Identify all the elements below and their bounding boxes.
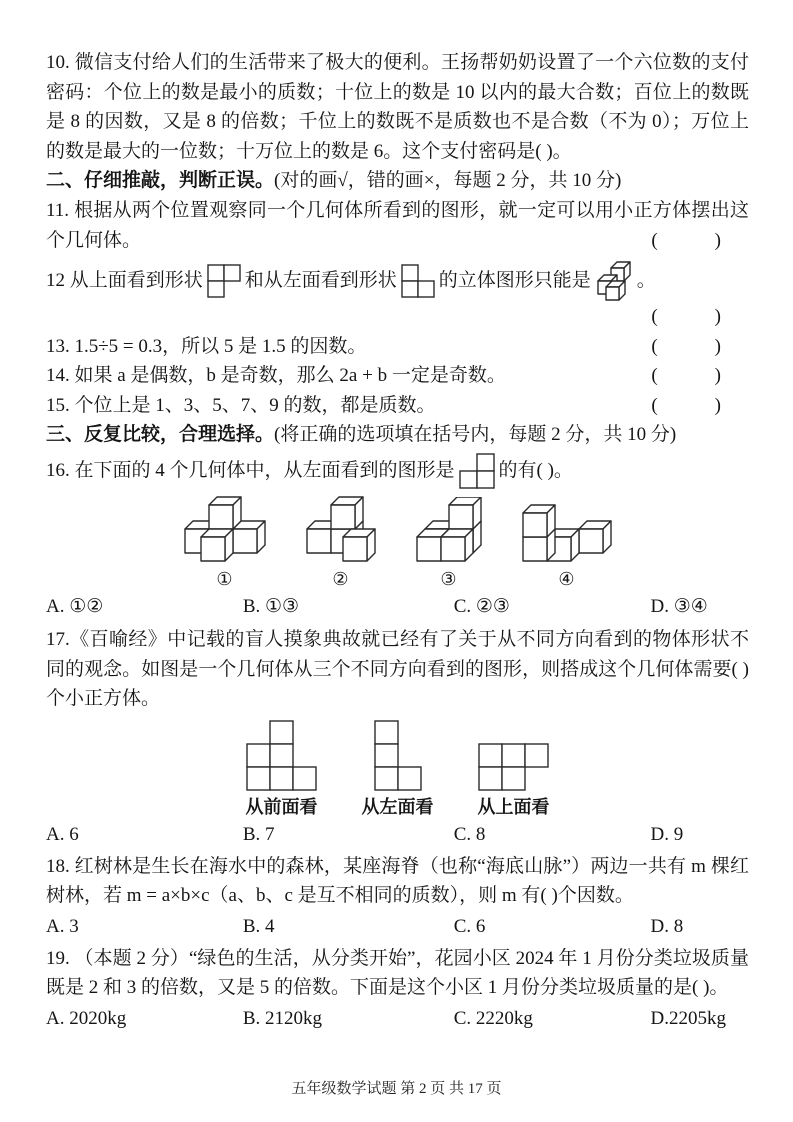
option-a: A. ①② xyxy=(46,596,104,617)
question-11-answer-blank: ( ) xyxy=(651,229,721,251)
option-d: D. 8 xyxy=(650,915,684,937)
left-view-shape xyxy=(374,720,422,791)
option-a: A. 6 xyxy=(46,823,79,845)
q12-solid-figure xyxy=(595,260,633,302)
option-d: D. 9 xyxy=(650,823,684,845)
question-13-answer-blank: ( ) xyxy=(651,335,721,357)
question-11 xyxy=(46,196,749,255)
option-b: B. 4 xyxy=(242,915,275,937)
option-c: C. 8 xyxy=(453,823,486,845)
option-c: C. 2220kg xyxy=(453,1007,533,1029)
figure-4 xyxy=(519,501,615,591)
section-2-header xyxy=(46,166,749,196)
question-16-figures xyxy=(46,495,749,591)
option-d: D. ③④ xyxy=(650,596,708,617)
cube-figure-3 xyxy=(413,497,485,565)
question-14-text: 14. 如果 a 是偶数，b 是奇数，那么 2a + b 一定是奇数。 xyxy=(46,365,506,386)
top-view xyxy=(478,743,550,819)
question-14-answer-blank: ( ) xyxy=(651,365,721,386)
question-15 xyxy=(46,391,749,421)
figure-3 xyxy=(413,497,485,591)
section-3-note: (将正确的选项填在括号内，每题 2 分，共 10 分) xyxy=(274,424,677,445)
option-c: C. 6 xyxy=(453,915,486,937)
front-view-shape xyxy=(246,720,317,791)
figure-1 xyxy=(181,495,269,591)
cube-figure-4 xyxy=(519,501,615,565)
question-16 xyxy=(46,453,749,489)
question-19: 19. （本题 2 分）“绿色的生活，从分类开始”，花园小区 2024 年 1 月份分类垃圾质量既是 2 和 3 的倍数，又是 5 的倍数。下面是这个小区 1 月份分类垃圾质量的是( )。 xyxy=(46,947,749,998)
question-16-text-1: 16. 在下面的 4 个几何体中，从左面看到的图形是 xyxy=(46,460,455,482)
question-18: 18. 红树林是生长在海水中的森林，某座海脊（也称“海底山脉”）两边一共有 m 棵红树林，若 m = a×b×c（a、b、c 是互不相同的质数），则 m 有( )个因数。 xyxy=(46,855,749,906)
left-view-caption: 从左面看 xyxy=(361,796,434,817)
option-a: A. 3 xyxy=(46,915,79,937)
cube-figure-1 xyxy=(181,495,269,565)
section-2-title: 二、仔细推敲，判断正误。 xyxy=(46,170,275,191)
section-3-title: 三、反复比较，合理选择。 xyxy=(46,424,275,445)
q16-left-view-shape xyxy=(459,453,495,489)
option-d: D.2205kg xyxy=(650,1007,727,1029)
top-view-shape xyxy=(478,743,549,791)
question-16-text-2: 的有( )。 xyxy=(498,460,573,482)
front-view-caption: 从前面看 xyxy=(245,796,318,817)
section-3-header xyxy=(46,420,749,450)
question-12-answer-blank: ( ) xyxy=(651,306,721,327)
question-10: 10. 微信支付给人们的生活带来了极大的便利。王扬帮奶奶设置了一个六位数的支付密码：个位上的数是最小的质数；十位上的数是 10 以内的最大合数；百位上的数既是 8 的因数，又是 8 的倍数；千位上的数既不是质数也不是合数（不为 0）；万位上的数是最大的一位数；十万位上的数是 6。这个支付密码是( )。 xyxy=(46,52,749,162)
cube-figure-2 xyxy=(303,495,379,565)
question-12-text-3: 的立体图形只能是 xyxy=(438,270,591,292)
front-view xyxy=(246,720,318,819)
question-13 xyxy=(46,332,749,362)
question-14 xyxy=(46,361,749,391)
question-13-text: 13. 1.5÷5 = 0.3，所以 5 是 1.5 的因数。 xyxy=(46,335,367,357)
question-12-text-4: 。 xyxy=(636,270,656,292)
q12-top-view-shape xyxy=(207,264,241,298)
option-b: B. 7 xyxy=(242,823,275,845)
option-a: A. 2020kg xyxy=(46,1007,127,1029)
figure-4-label: ④ xyxy=(558,569,575,589)
left-view xyxy=(362,720,434,819)
figure-1-label: ① xyxy=(216,569,233,589)
top-view-caption: 从上面看 xyxy=(477,796,550,817)
question-18-options xyxy=(46,912,749,942)
question-17-views xyxy=(46,720,749,819)
question-12-text-1: 12 从上面看到形状 xyxy=(46,270,203,292)
figure-2-label: ② xyxy=(332,569,349,589)
option-b: B. 2120kg xyxy=(242,1007,323,1029)
question-15-answer-blank: ( ) xyxy=(651,394,721,416)
question-12 xyxy=(46,260,749,302)
q12-left-view-shape xyxy=(401,264,435,298)
figure-3-label: ③ xyxy=(440,569,457,589)
question-12-text-2: 和从左面看到形状 xyxy=(244,270,397,292)
option-b: B. ①③ xyxy=(242,596,300,617)
figure-2 xyxy=(303,495,379,591)
page-footer: 五年级数学试题 第 2 页 共 17 页 xyxy=(291,1081,502,1097)
question-17: 17.《百喻经》中记载的盲人摸象典故就已经有了关于从不同方向看到的物体形状不同的观念。如图是一个几何体从三个不同方向看到的图形，则搭成这个几何体需要( )个小正方体。 xyxy=(46,629,749,709)
question-19-options xyxy=(46,1004,749,1034)
question-16-options xyxy=(46,592,749,622)
section-2-note: (对的画√，错的画×，每题 2 分，共 10 分) xyxy=(274,170,622,191)
question-11-text: 11. 根据从两个位置观察同一个几何体所看到的图形，就一定可以用小正方体摆出这个几何体。 xyxy=(46,200,749,251)
page-content xyxy=(46,48,749,1034)
question-15-text: 15. 个位上是 1、3、5、7、9 的数，都是质数。 xyxy=(46,394,436,416)
question-17-options xyxy=(46,820,749,850)
option-c: C. ②③ xyxy=(453,596,510,617)
